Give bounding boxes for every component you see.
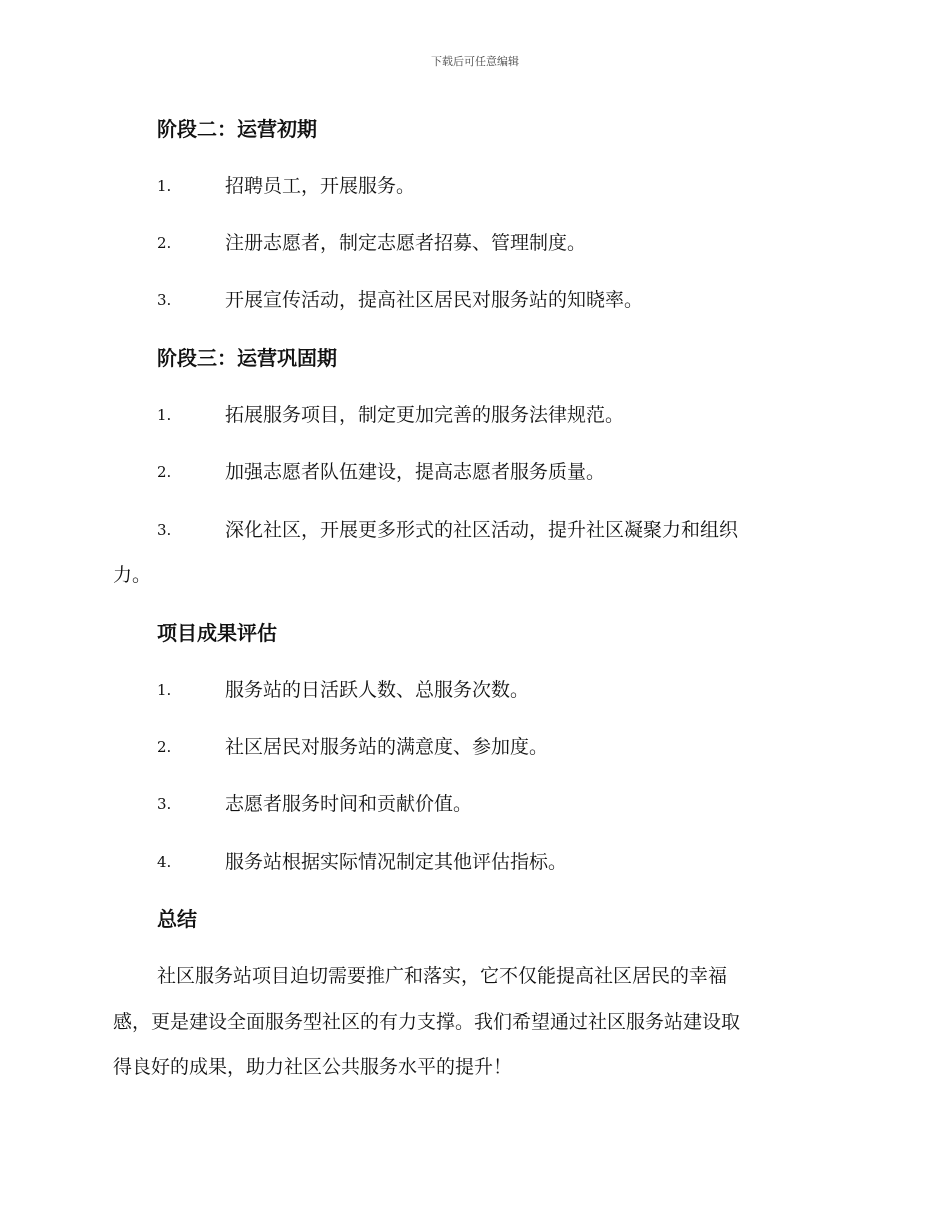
list-item-number: 1. (157, 406, 172, 424)
list-item-number: 1. (157, 681, 172, 699)
list-item-text: 拓展服务项目，制定更加完善的服务法律规范。 (225, 404, 625, 426)
list-item-text: 招聘员工，开展服务。 (225, 175, 416, 197)
list-item-text: 注册志愿者，制定志愿者招募、管理制度。 (225, 232, 587, 254)
list-item-text-continuation: 力。 (113, 564, 152, 586)
section-heading-stage3: 阶段三：运营巩固期 (157, 346, 337, 370)
list-item-number: 2. (157, 234, 172, 252)
list-item-number: 3. (157, 795, 172, 813)
list-item-text: 服务站的日活跃人数、总服务次数。 (225, 679, 530, 701)
list-item-text: 深化社区，开展更多形式的社区活动，提升社区凝聚力和组织 (225, 519, 739, 541)
header-note: 下载后可任意编辑 (431, 55, 519, 68)
summary-paragraph-line: 社区服务站项目迫切需要推广和落实，它不仅能提高社区居民的幸福 (157, 965, 728, 987)
list-item-text: 开展宣传活动，提高社区居民对服务站的知晓率。 (225, 289, 644, 311)
list-item-text: 社区居民对服务站的满意度、参加度。 (225, 736, 549, 758)
section-heading-summary: 总结 (157, 907, 197, 931)
list-item-text: 志愿者服务时间和贡献价值。 (225, 793, 473, 815)
list-item-number: 3. (157, 291, 172, 309)
section-heading-stage2: 阶段二：运营初期 (157, 117, 317, 141)
summary-paragraph-line: 感，更是建设全面服务型社区的有力支撑。我们希望通过社区服务站建设取 (113, 1011, 741, 1033)
list-item-text: 加强志愿者队伍建设，提高志愿者服务质量。 (225, 461, 606, 483)
list-item-number: 2. (157, 738, 172, 756)
summary-paragraph-line: 得良好的成果，助力社区公共服务水平的提升！ (113, 1056, 513, 1078)
list-item-number: 3. (157, 521, 172, 539)
section-heading-evaluation: 项目成果评估 (157, 621, 277, 645)
list-item-number: 4. (157, 853, 172, 871)
list-item-text: 服务站根据实际情况制定其他评估指标。 (225, 851, 568, 873)
list-item-number: 1. (157, 177, 172, 195)
list-item-number: 2. (157, 463, 172, 481)
